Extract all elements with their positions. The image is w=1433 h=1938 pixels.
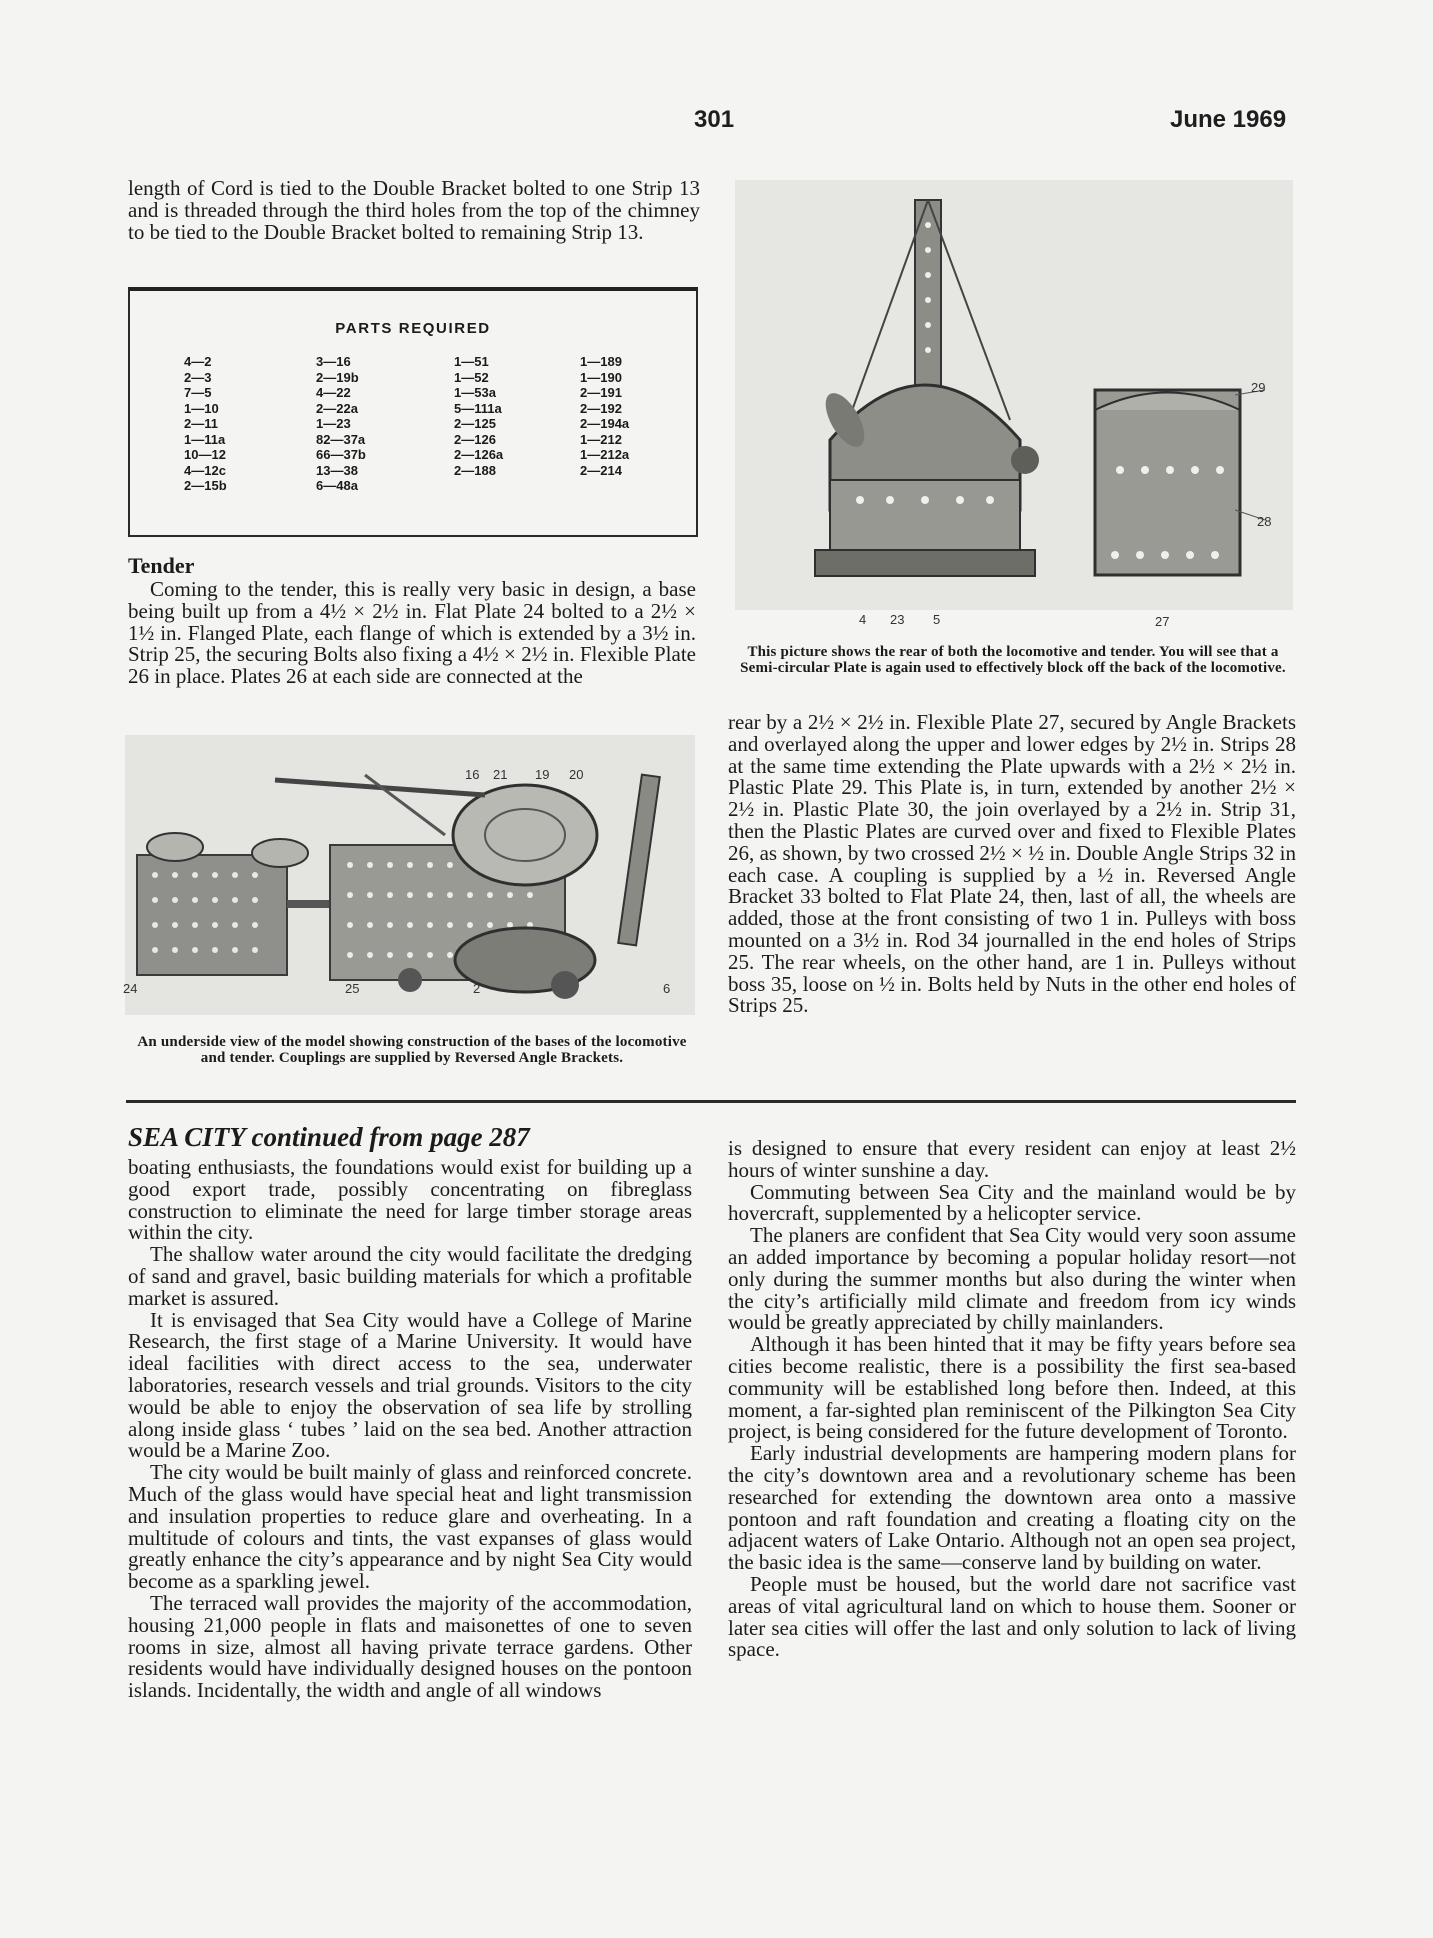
model-underside-illustration bbox=[125, 735, 695, 1015]
part-entry: 10—12 bbox=[184, 447, 226, 462]
callout-29: 29 bbox=[1251, 380, 1266, 395]
part-entry: 7—5 bbox=[184, 385, 212, 400]
sea-city-paragraph: The planers are confident that Sea City would very soon assume an added importance by becoming a popular holiday resort—not only during the summer months but also during the winter when the city’s artificially mild climate and freedom from icy winds would be greatly appreciated by chilly mainlanders. bbox=[728, 1223, 1296, 1335]
callout-25: 25 bbox=[345, 981, 360, 996]
callout-19: 19 bbox=[535, 767, 550, 782]
parts-required-box bbox=[128, 287, 698, 537]
part-entry: 1—52 bbox=[454, 369, 489, 385]
part-entry: 2—3 bbox=[184, 369, 212, 385]
intro-text: length of Cord is tied to the Double Bracket bolted to one Strip 13 and is threaded through the third holes from the top of the chimney to be tied to the Double Bracket bolted to remaining Strip 13. bbox=[128, 176, 700, 244]
callout-4: 4 bbox=[859, 612, 867, 627]
right-column-text bbox=[728, 712, 1296, 1017]
callout-16: 16 bbox=[465, 767, 480, 782]
part-entry: 82—37a bbox=[316, 431, 366, 447]
rear-photo bbox=[735, 180, 1293, 629]
part-entry: 1—11a bbox=[184, 431, 226, 447]
parts-column-4 bbox=[580, 354, 629, 478]
sea-city-paragraph: Commuting between Sea City and the mainland would be by hovercraft, supplemented by a helicopter service. bbox=[728, 1179, 1296, 1226]
part-entry: 4—22 bbox=[316, 385, 351, 400]
callout-6: 6 bbox=[663, 981, 671, 996]
sea-city-paragraph: Although it has been hinted that it may be fifty years before sea cities become realistic, there is a possibility the first sea-based community will be established long before then. Indeed, at this moment, a far-sighted plan reminiscent of the Pilkington Sea City project, is being considered for the future development of Toronto. bbox=[728, 1332, 1296, 1444]
parts-column-1 bbox=[184, 354, 227, 494]
sea-city-paragraph: The terraced wall provides the majority of the accommodation, housing 21,000 people in flats and maisonettes of one to seven rooms in size, almost all having private terrace gardens. Other residents would have individually designed houses on the pontoon islands. Incidentally, the width and angle of all windows bbox=[128, 1590, 692, 1703]
part-entry: 13—38 bbox=[316, 462, 358, 478]
sea-city-paragraph: is designed to ensure that every resident can enjoy at least 2½ hours of winter sunshine a day. bbox=[728, 1136, 1296, 1182]
underside-photo bbox=[125, 735, 695, 1015]
part-entry: 6—48a bbox=[316, 478, 358, 493]
part-entry: 2—125 bbox=[454, 416, 496, 431]
part-entry: 2—126a bbox=[454, 447, 504, 462]
intro-paragraph bbox=[128, 178, 700, 243]
sea-city-paragraph: The city would be built mainly of glass and reinforced concrete. Much of the glass would have special heat and light transmission and insulation properties to reduce glare and overheating. In a multitude of colours and tints, the vast expanses of glass would greatly enhance the city’s appearance and by night Sea City would become as a sparkling jewel. bbox=[128, 1460, 692, 1594]
sea-city-paragraph: It is envisaged that Sea City would have a College of Marine Research, the first stage of a Marine University. It would have ideal facilities with direct access to the sea, underwater laboratories, research vessels and trial grounds. Visitors to the city would be able to enjoy the observation of sea life by strolling along inside glass ‘ tubes ’ laid on the sea bed. Another attraction would be a Marine Zoo. bbox=[128, 1307, 692, 1463]
sea-city-title: SEA CITY continued from page 287 bbox=[128, 1122, 530, 1152]
sea-city-paragraph: The shallow water around the city would facilitate the dredging of sand and gravel, basic building materials for which a profitable market is assured. bbox=[128, 1242, 692, 1310]
rear-photo-caption: This picture shows the rear of both the locomotive and tender. You will see that a Semi-circular Plate is again used to effectively block off the back of the locomotive. bbox=[740, 644, 1286, 676]
model-rear-illustration bbox=[735, 180, 1293, 610]
part-entry: 4—2 bbox=[184, 354, 212, 369]
part-entry: 1—212 bbox=[580, 431, 622, 447]
part-entry: 2—214 bbox=[580, 462, 622, 478]
sea-city-paragraph: People must be housed, but the world dare not sacrifice vast areas of vital agricultural land on which to house them. Sooner or later sea cities will offer the last and only solution to lack of living space. bbox=[728, 1571, 1296, 1662]
part-entry: 2—188 bbox=[454, 462, 496, 478]
part-entry: 66—37b bbox=[316, 447, 366, 462]
part-entry: 2—15b bbox=[184, 478, 227, 493]
callout-28: 28 bbox=[1257, 514, 1272, 529]
sea-city-left-column bbox=[128, 1157, 692, 1702]
part-entry: 2—19b bbox=[316, 369, 359, 385]
parts-title: PARTS REQUIRED bbox=[335, 320, 491, 337]
part-entry: 2—194a bbox=[580, 416, 630, 431]
tender-heading: Tender bbox=[128, 553, 195, 578]
callout-20: 20 bbox=[569, 767, 584, 782]
part-entry: 1—212a bbox=[580, 447, 630, 462]
part-entry: 2—11 bbox=[184, 416, 218, 431]
callout-21: 21 bbox=[493, 767, 508, 782]
part-entry: 1—53a bbox=[454, 385, 496, 400]
part-entry: 2—192 bbox=[580, 400, 622, 416]
callout-27: 27 bbox=[1155, 614, 1170, 629]
tender-section bbox=[128, 553, 696, 688]
sea-city-right-column bbox=[728, 1138, 1296, 1661]
part-entry: 1—189 bbox=[580, 354, 622, 369]
sea-city-paragraph: boating enthusiasts, the foundations would exist for building up a good export trade, possibly concentrating on fibreglass construction to eliminate the need for large timber storage areas within the city. bbox=[128, 1155, 692, 1245]
right-column-paragraph: rear by a 2½ × 2½ in. Flexible Plate 27, secured by Angle Brackets and overlayed along the upper and lower edges by 2½ in. Strips 28 at the same time extending the Plate upwards with a 2½ × 2½ in. Plastic Plate 29. This Plate is, in turn, extended by another 2½ × 2½ in. Plastic Plate 30, the join overlayed by a 2½ in. Strip 31, then the Plastic Plates are curved over and fixed to Flexible Plates 26, as shown, by two crossed 2½ × ½ in. Double Angle Strips 32 in each case. A coupling is supplied by a ½ in. Reversed Angle Bracket 33 bolted to Flat Plate 24, then, last of all, the wheels are added, those at the front consisting of two 1 in. Pulleys with boss mounted on a 3½ in. Rod 34 journalled in the end holes of Strips 25. The rear wheels, on the other hand, are 1 in. Pulleys without boss 35, loose on ½ in. Bolts held by Nuts in the other end holes of Strips 25. bbox=[728, 710, 1296, 1018]
parts-column-3 bbox=[454, 354, 503, 478]
part-entry: 2—126 bbox=[454, 431, 496, 447]
underside-photo-caption: An underside view of the model showing construction of the bases of the locomotive and tender. Couplings are supplied by Reversed Angle Brackets. bbox=[137, 1034, 687, 1066]
sea-city-paragraph: Early industrial developments are hampering modern plans for the city’s downtown area and a revolutionary scheme has been researched for extending the downtown area onto a massive pontoon and raft foundation and creating a floating city on the adjacent waters of Lake Ontario. Although not an open sea project, the basic idea is the same—conserve land by building on water. bbox=[728, 1441, 1296, 1575]
callout-24: 24 bbox=[123, 981, 138, 996]
part-entry: 1—10 bbox=[184, 400, 219, 416]
callout-2: 2 bbox=[473, 981, 481, 996]
callout-5: 5 bbox=[933, 612, 941, 627]
parts-column-2 bbox=[316, 354, 366, 494]
tender-body bbox=[128, 579, 696, 688]
part-entry: 3—16 bbox=[316, 354, 351, 369]
tender-text: Coming to the tender, this is really very basic in design, a base being built up from a 4½ × 2½ in. Flat Plate 24 bolted to a 2½ × 1½ in. Flanged Plate, each flange of which is extended by a 3½ in. Strip 25, the securing Bolts also fixing a 4½ × 2½ in. Flexible Plate 26 in place. Plates 26 at each side are connected at the bbox=[128, 577, 696, 689]
part-entry: 5—111a bbox=[454, 400, 502, 416]
part-entry: 4—12c bbox=[184, 462, 226, 478]
issue-date: June 1969 bbox=[1170, 106, 1287, 133]
section-divider bbox=[126, 1100, 1296, 1103]
callout-23: 23 bbox=[890, 612, 905, 627]
page-number: 301 bbox=[694, 106, 735, 133]
part-entry: 1—190 bbox=[580, 369, 622, 385]
part-entry: 1—51 bbox=[454, 354, 489, 369]
part-entry: 2—22a bbox=[316, 400, 358, 416]
part-entry: 2—191 bbox=[580, 385, 622, 400]
part-entry: 1—23 bbox=[316, 416, 351, 431]
